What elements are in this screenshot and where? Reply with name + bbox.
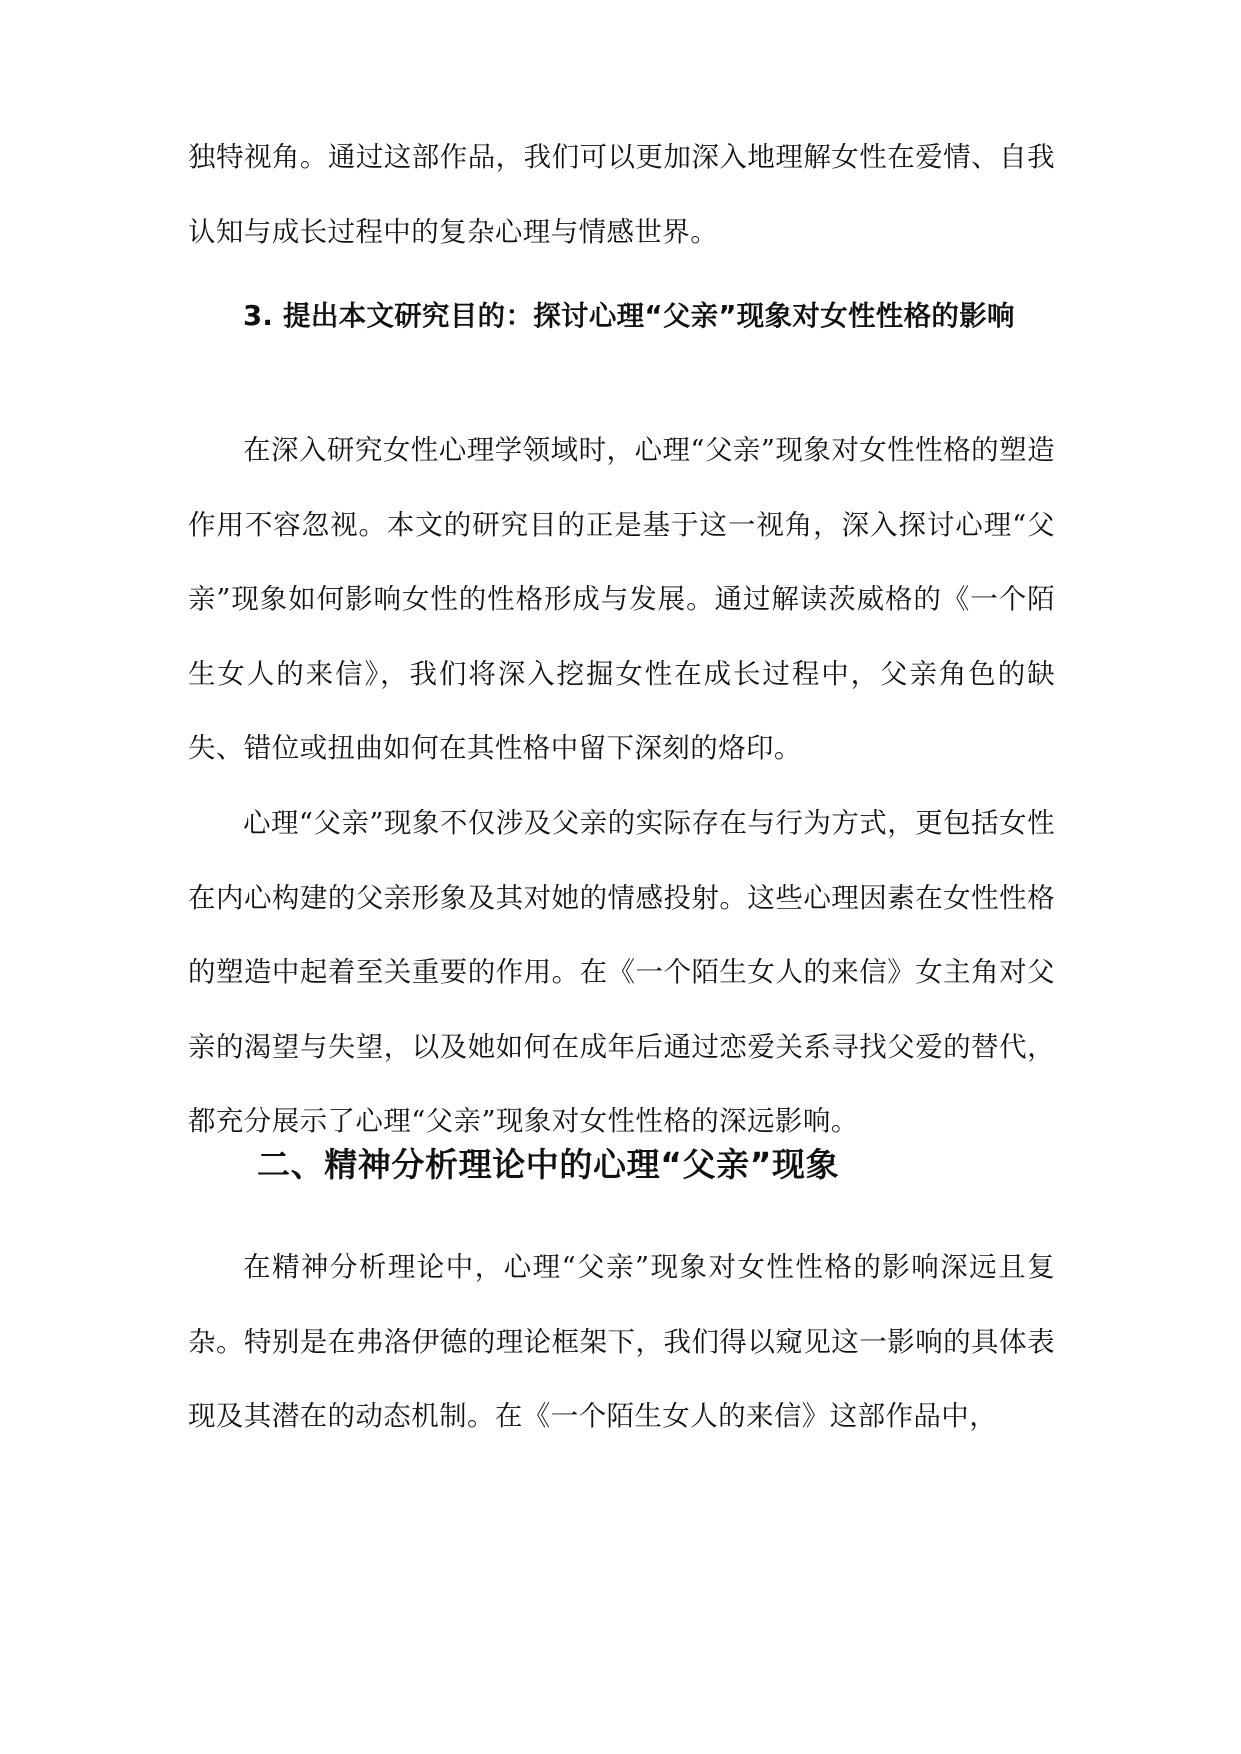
section-heading-research-purpose: 3. 提出本文研究目的：探讨心理“父亲”现象对女性性格的影响 [243,300,1015,332]
paragraph-intro-continuation: 独特视角。通过这部作品，我们可以更加深入地理解女性在爱情、自我认知与成长过程中的复杂心理与情感世界。 [188,141,1055,248]
paragraph-research-purpose: 在深入研究女性心理学领域时，心理“父亲”现象对女性性格的塑造作用不容忽视。本文的研究目的正是基于这一视角，深入探讨心理“父亲”现象如何影响女性的性格形成与发展。通过解读茨威格的《一个陌生女人的来信》，我们将深入挖掘女性在成长过程中，父亲角色的缺失、错位或扭曲如何在其性格中留下深刻的烙印。 [188,434,1055,764]
paragraph-psychoanalysis-intro: 在精神分析理论中，心理“父亲”现象对女性性格的影响深远且复杂。特别是在弗洛伊德的理论框架下，我们得以窥见这一影响的具体表现及其潜在的动态机制。在《一个陌生女人的来信》这部作品中， [188,1251,1055,1432]
chapter-heading-psychoanalysis: 二、精神分析理论中的心理“父亲”现象 [257,1145,840,1184]
paragraph-psychological-father: 心理“父亲”现象不仅涉及父亲的实际存在与行为方式，更包括女性在内心构建的父亲形象及其对她的情感投射。这些心理因素在女性性格的塑造中起着至关重要的作用。在《一个陌生女人的来信》女主角对父亲的渴望与失望，以及她如何在成年后通过恋爱关系寻找父爱的替代，都充分展示了心理“父亲”现象对女性性格的深远影响。 [188,807,1055,1137]
